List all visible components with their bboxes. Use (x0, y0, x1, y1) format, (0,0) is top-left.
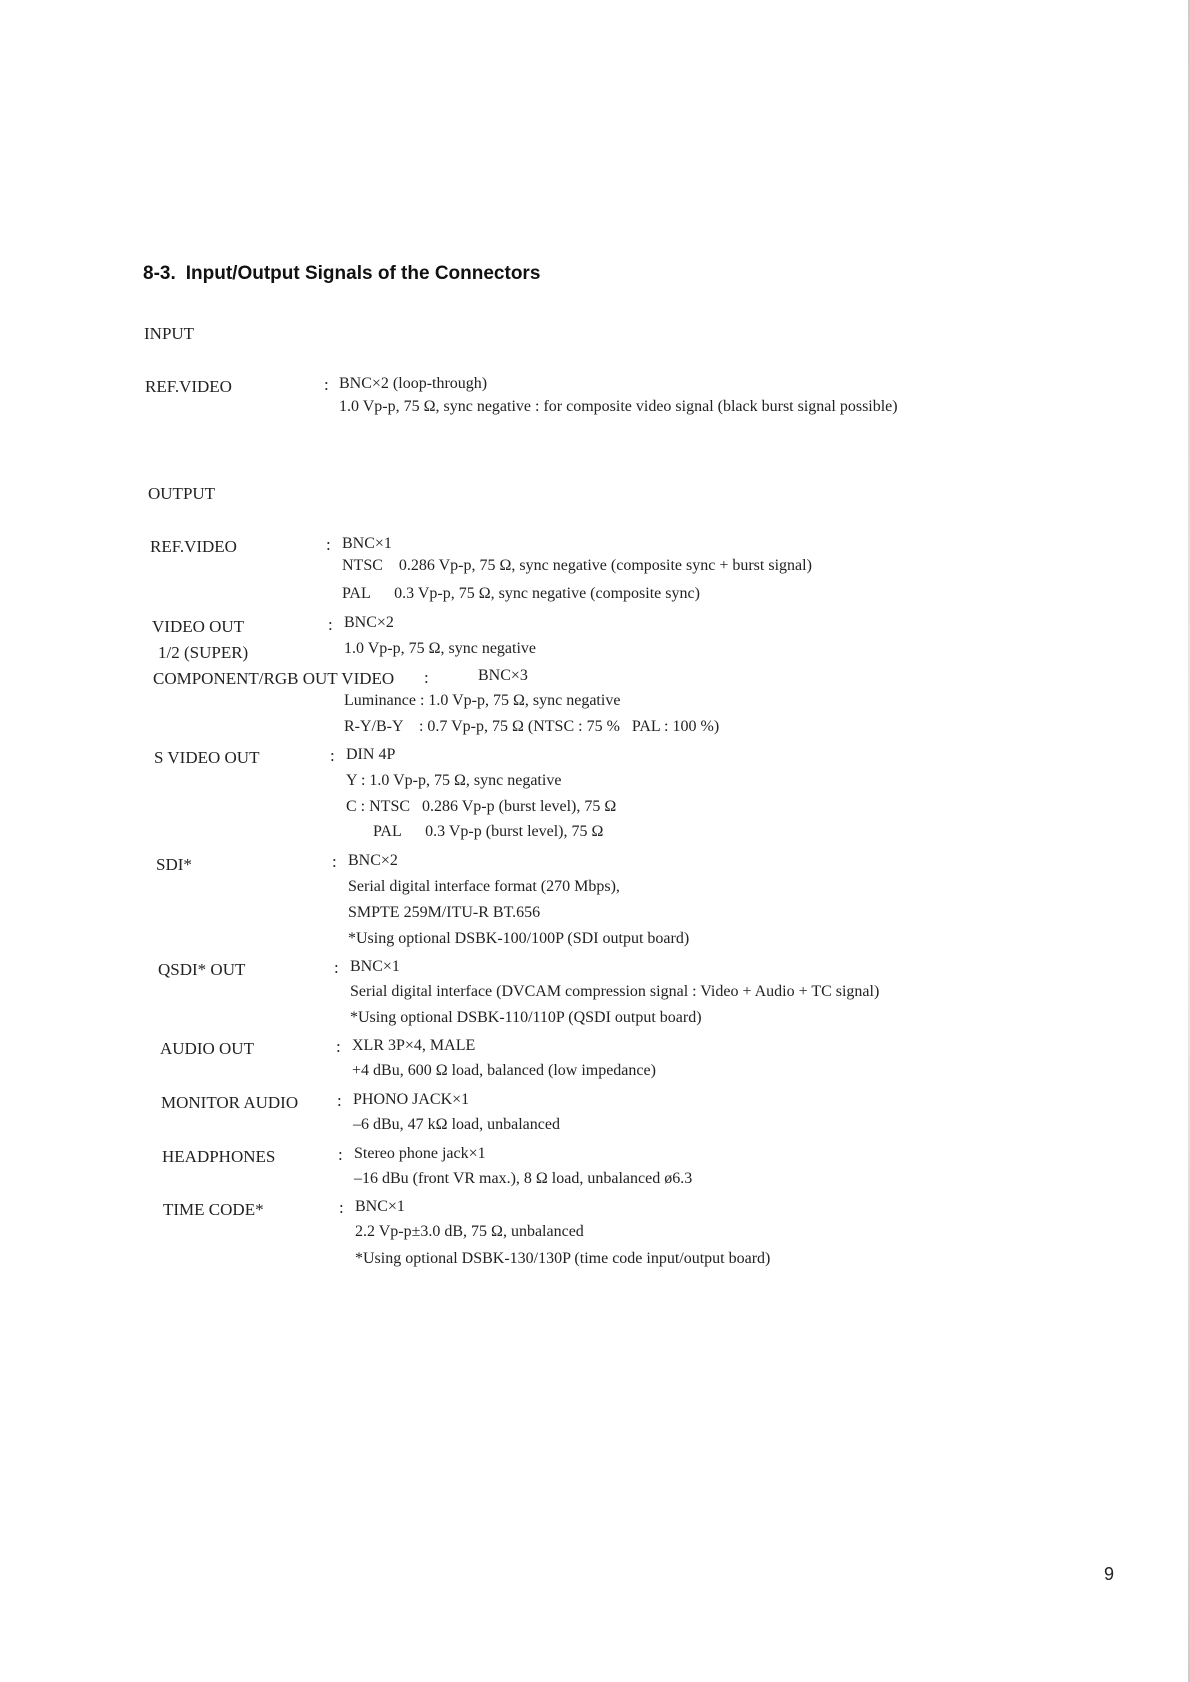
spec-separator: : (336, 1037, 341, 1056)
page-number: 9 (1104, 1564, 1115, 1584)
spec-separator: : (332, 852, 337, 871)
spec-line: Y : 1.0 Vp-p, 75 Ω, sync negative (346, 772, 562, 789)
spec-line: PAL 0.3 Vp-p (burst level), 75 Ω (373, 823, 604, 840)
spec-label: REF.VIDEO (150, 537, 237, 556)
section-number: 8-3. (143, 263, 176, 284)
spec-line: C : NTSC 0.286 Vp-p (burst level), 75 Ω (346, 798, 617, 815)
spec-label: 1/2 (SUPER) (158, 643, 249, 662)
spec-separator: : (334, 958, 339, 977)
spec-line: BNC×2 (344, 614, 394, 631)
spec-line: *Using optional DSBK-100/100P (SDI output board) (348, 930, 690, 947)
spec-line: BNC×1 (350, 958, 400, 975)
spec-label: S VIDEO OUT (154, 748, 260, 767)
spec-line: –16 dBu (front VR max.), 8 Ω load, unbalanced ø6.3 (354, 1170, 693, 1187)
spec-label: VIDEO OUT (152, 617, 245, 636)
spec-line: XLR 3P×4, MALE (352, 1037, 476, 1054)
spec-separator: : (330, 746, 335, 765)
spec-label: TIME CODE* (163, 1200, 264, 1219)
spec-label: REF.VIDEO (145, 377, 232, 396)
spec-line: Serial digital interface format (270 Mbps), (348, 878, 620, 895)
spec-label: QSDI* OUT (158, 960, 246, 979)
spec-line: Luminance : 1.0 Vp-p, 75 Ω, sync negative (344, 692, 621, 709)
spec-line: R-Y/B-Y : 0.7 Vp-p, 75 Ω (NTSC : 75 % PAL : 100 %) (344, 718, 720, 735)
spec-label: MONITOR AUDIO (161, 1093, 299, 1112)
spec-line: Stereo phone jack×1 (354, 1145, 486, 1162)
spec-line: 1.0 Vp-p, 75 Ω, sync negative : for composite video signal (black burst signal possible) (339, 398, 898, 415)
spec-line: Serial digital interface (DVCAM compression signal : Video + Audio + TC signal) (350, 983, 880, 1000)
spec-separator: : (326, 535, 331, 554)
section-heading (143, 263, 540, 285)
spec-line: 1.0 Vp-p, 75 Ω, sync negative (344, 640, 537, 657)
input-section-title: INPUT (144, 324, 195, 343)
spec-line: *Using optional DSBK-110/110P (QSDI output board) (350, 1009, 702, 1026)
spec-line: +4 dBu, 600 Ω load, balanced (low impedance) (352, 1062, 656, 1079)
spec-line: DIN 4P (346, 746, 396, 763)
spec-separator: : (337, 1091, 342, 1110)
spec-line: PHONO JACK×1 (353, 1091, 470, 1108)
spec-line: NTSC 0.286 Vp-p, 75 Ω, sync negative (composite sync + burst signal) (342, 557, 812, 574)
spec-separator: : (324, 375, 329, 394)
spec-separator: : (424, 668, 429, 687)
spec-line: –6 dBu, 47 kΩ load, unbalanced (353, 1116, 560, 1133)
spec-line: 2.2 Vp-p±3.0 dB, 75 Ω, unbalanced (355, 1223, 584, 1240)
spec-line: BNC×1 (355, 1198, 405, 1215)
spec-line: BNC×3 (478, 667, 528, 684)
spec-label: HEADPHONES (162, 1147, 276, 1166)
spec-line: BNC×2 (loop-through) (339, 375, 488, 392)
spec-separator: : (339, 1198, 344, 1217)
spec-separator: : (328, 615, 333, 634)
spec-line: BNC×1 (342, 535, 392, 552)
spec-label: AUDIO OUT (160, 1039, 254, 1058)
spec-line: PAL 0.3 Vp-p, 75 Ω, sync negative (composite sync) (342, 585, 700, 602)
section-title: Input/Output Signals of the Connectors (185, 263, 541, 284)
spec-line: BNC×2 (348, 852, 398, 869)
spec-line: *Using optional DSBK-130/130P (time code input/output board) (355, 1250, 771, 1267)
spec-label: SDI* (156, 855, 192, 874)
spec-line: SMPTE 259M/ITU-R BT.656 (348, 904, 541, 921)
spec-label: COMPONENT/RGB OUT VIDEO (153, 669, 395, 688)
spec-separator: : (338, 1145, 343, 1164)
output-section-title: OUTPUT (148, 484, 216, 503)
